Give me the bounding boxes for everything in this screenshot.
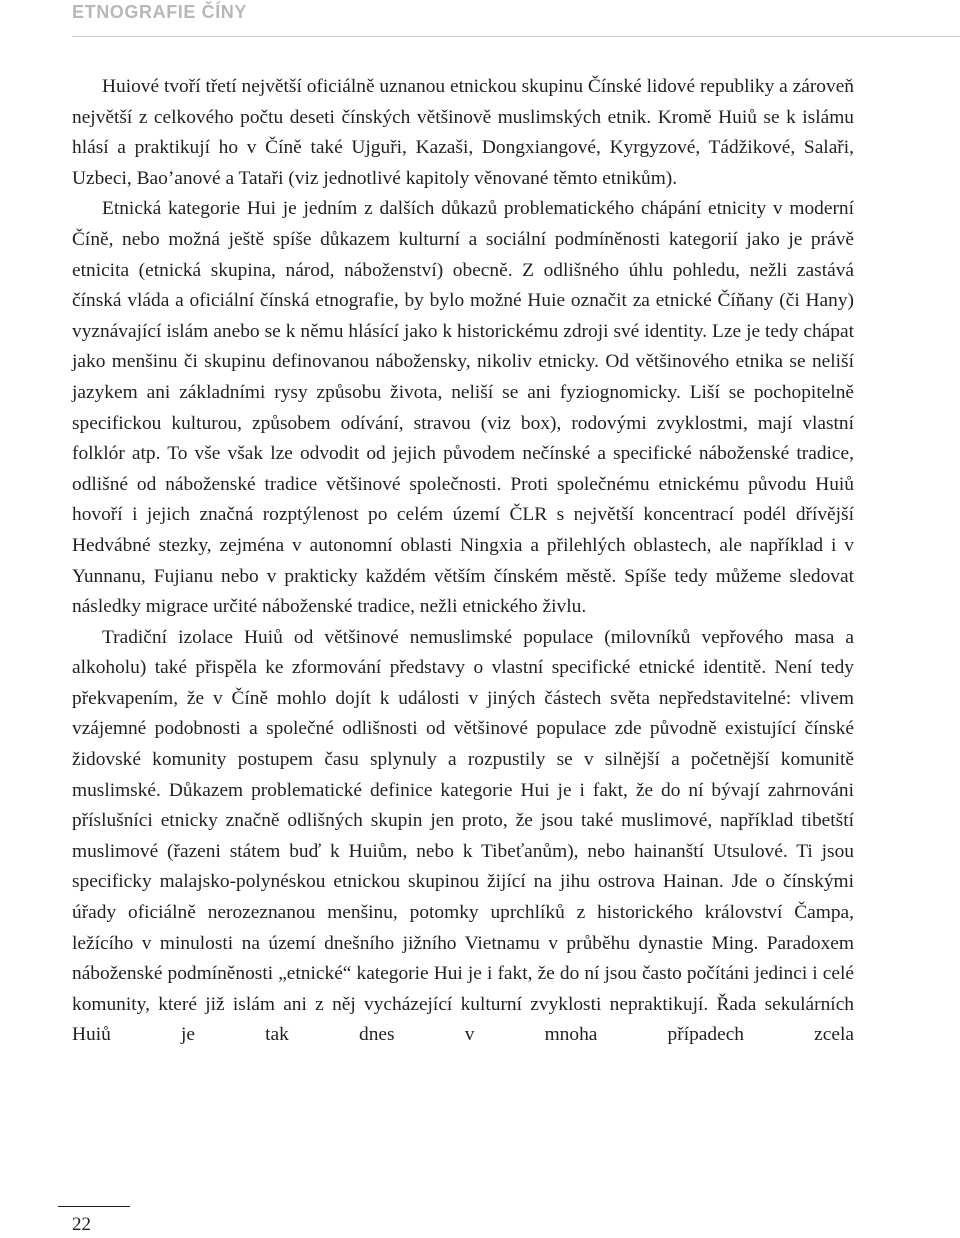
paragraph-ethnic-category: Etnická kategorie Hui je jedním z dalších důkazů problematického chápání etnicity v moderní Číně, nebo možná ještě spíše důkazem kulturní a sociální podmíněnosti kategorií jako je právě etnicita (etnická skupina, národ, náboženství) obecně. Z odlišného úhlu pohledu, nežli zastává čínská vláda a oficiální čínská etnografie, by bylo možné Huie označit za etnické Číňany (či Hany) vyznávající islám anebo se k němu hlásící jako k historickému zdroji své identity. Lze je tedy chápat jako menšinu či skupinu definovanou nábožensky, nikoliv etnicky. Od většinového etnika se neliší jazykem ani základními rysy způsobu života, neliší se ani fyziognomicky. Liší se pochopitelně specifickou kulturou, způsobem odívání, stravou (viz box), rodovými zvyklostmi, mají vlastní folklór atp. To vše však lze odvodit od jejich původem nečínské a specifické náboženské tradice, odlišné od náboženské tradice většinové společnosti. Proti společnému etnickému původu Huiů hovoří i jejich značná rozptýlenost po celém území ČLR s největší koncentrací podél dřívější Hedvábné stezky, zejména v autonomní oblasti Ningxia a přilehlých oblastech, ale například i v Yunnanu, Fujianu nebo v prakticky každém větším čínském městě. Spíše tedy můžeme sledovat následky migrace určité náboženské tradice, nežli etnického živlu. [72,198,854,618]
running-header: ETNOGRAFIE ČÍNY [72,2,248,22]
header-divider [72,36,960,37]
article-body [72,72,854,1051]
footer-divider [58,1206,130,1207]
paragraph-isolation: Tradiční izolace Huiů od většinové nemuslimské populace (milovníků vepřového masa a alkoholu) také přispěla ke zformování představy o vlastní specifické etnické identitě. Není tedy překvapením, že v Číně mohlo dojít k události v jiných částech světa nepředstavitelné: vlivem vzájemné podobnosti a společné odlišnosti od většinové populace zde původně existující čínské židovské komunity postupem času splynuly a rozpustily se v silnější a početnější komunitě muslimské. Důkazem problematické definice kategorie Hui je i fakt, že do ní bývají zahrnováni příslušníci etnicky značně odlišných skupin jen proto, že jsou také muslimové, například tibetští muslimové (řazeni státem buď k Huiům, nebo k Tibeťanům), nebo hainanští Utsulové. Ti jsou specificky malajsko-polynéskou etnickou skupinou žijící na jihu ostrova Hainan. Jde o čínskými úřady oficiálně nerozeznanou menšinu, potomky uprchlíků z historického království Čampa, ležícího v minulosti na území dnešního jižního Vietnamu v průběhu dynastie Ming. Paradoxem náboženské podmíněnosti „etnické“ kategorie Hui je i fakt, že do ní jsou často počítáni jedinci i celé komunity, které již islám ani z něj vycházející kulturní zvyklosti nepraktikují. Řada sekulárních Huiů je tak dnes v mnoha případech zcela [72,626,854,1046]
paragraph-intro: Huiové tvoří třetí největší oficiálně uznanou etnickou skupinu Čínské lidové republiky a zároveň největší z celkového počtu deseti čínských většinově muslimských etnik. Kromě Huiů se k islámu hlásí a praktikují ho v Číně také Ujguři, Kazaši, Dongxiangové, Kyrgyzové, Tádžikové, Salaři, Uzbeci, Bao’anové a Tataři (viz jednotlivé kapitoly věnované těmto etnikům). [72,76,854,189]
page-number: 22 [72,1214,91,1235]
